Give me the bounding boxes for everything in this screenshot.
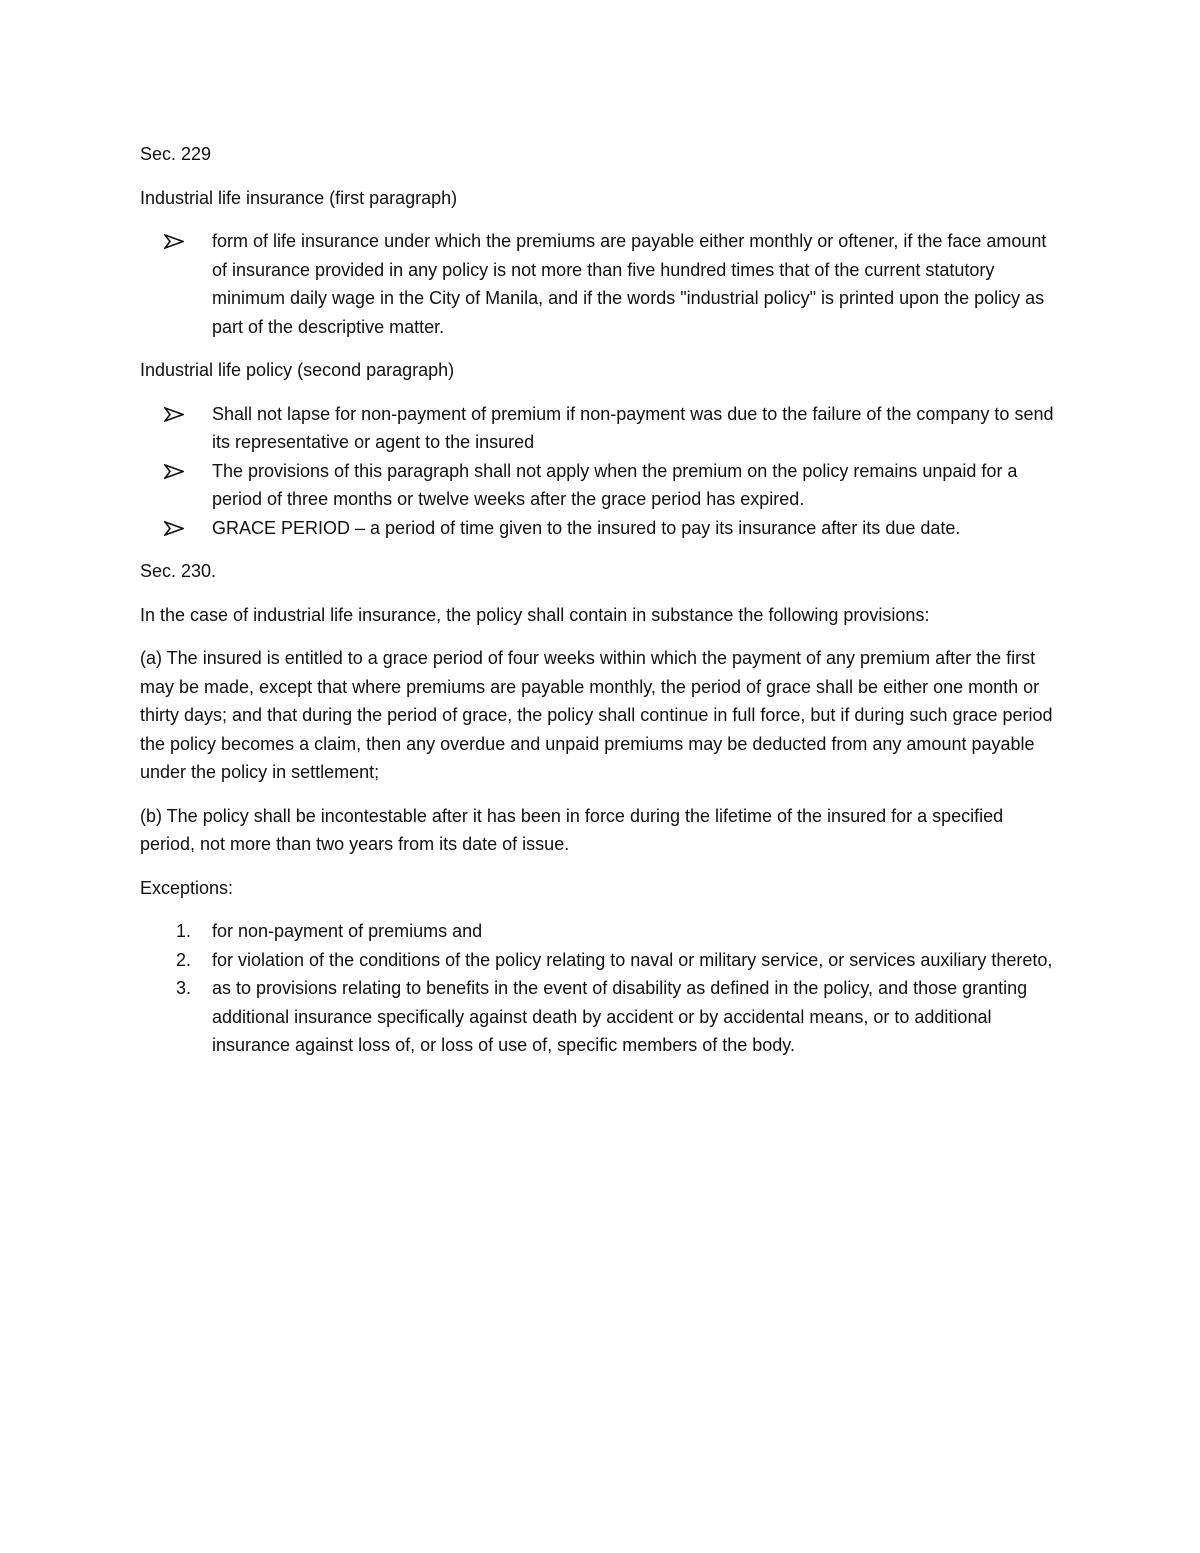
exceptions-title: Exceptions:: [140, 877, 234, 898]
provision-a-label: (a): [140, 648, 162, 668]
list-item-text: for violation of the conditions of the policy relating to naval or military service, or services auxiliary thereto,: [212, 949, 1053, 970]
bullet-text: Shall not lapse for non-payment of premium if non-payment was due to the failure of the company to send its representative or agent to the insured: [212, 403, 1054, 452]
arrowhead-bullet-icon: [164, 457, 186, 486]
provision-a: [140, 644, 1060, 787]
section-230-intro: In the case of industrial life insurance, the policy shall contain in substance the following provisions:: [140, 604, 930, 625]
arrowhead-bullet-icon: [164, 400, 186, 429]
bullet-text: The provisions of this paragraph shall not apply when the premium on the policy remains unpaid for a period of three months or twelve weeks after the grace period has expired.: [212, 460, 1018, 509]
bullet-text: GRACE PERIOD – a period of time given to the insured to pay its insurance after its due date.: [212, 517, 961, 538]
list-item: [140, 400, 1060, 457]
list-number: 2.: [176, 949, 192, 970]
list-item-text: as to provisions relating to benefits in the event of disability as defined in the policy, and those granting additional insurance specifically against death by accident or by accidental means, or to additional insurance against loss of, or loss of use of, specific members of the body.: [212, 978, 1028, 1055]
exceptions-list: [140, 917, 1060, 1060]
provision-b-text: The policy shall be incontestable after it has been in force during the lifetime of the insured for a specified period, not more than two years from its date of issue.: [140, 805, 1004, 854]
industrial-life-insurance-title: Industrial life insurance (first paragraph): [140, 187, 458, 208]
list-item: [140, 917, 1060, 946]
list-item-text: for non-payment of premiums and: [212, 921, 483, 941]
list-item: [140, 457, 1060, 514]
list-item: [140, 514, 1060, 543]
industrial-life-policy-bullets: [140, 400, 1060, 543]
list-number: 3.: [176, 978, 192, 998]
section-230-heading: Sec. 230.: [140, 561, 217, 581]
bullet-text: form of life insurance under which the premiums are payable either monthly or oftener, if the face amount of insurance provided in any policy is not more than five hundred times that of the current statutory minimum daily wage in the City of Manila, and if the words "industrial policy" is printed upon the policy as part of the descriptive matter.: [212, 231, 1047, 337]
list-item: [140, 227, 1060, 341]
provision-a-text: The insured is entitled to a grace period of four weeks within which the payment of any premium after the first may be made, except that where premiums are payable monthly, the period of grace shall be either one month or thirty days; and that during the period of grace, the policy shall continue in full force, but if during such grace period the policy becomes a claim, then any overdue and unpaid premiums may be deducted from any amount payable under the policy in settlement;: [140, 648, 1053, 782]
list-item: [140, 974, 1060, 1060]
list-item: [140, 946, 1060, 975]
industrial-life-policy-title: Industrial life policy (second paragraph): [140, 360, 455, 380]
list-number: 1.: [176, 921, 192, 941]
provision-b-label: (b): [140, 805, 162, 826]
industrial-life-insurance-bullets: [140, 227, 1060, 341]
arrowhead-bullet-icon: [164, 514, 186, 543]
section-229-heading: Sec. 229: [140, 144, 212, 164]
document-page: [140, 140, 1060, 1075]
arrowhead-bullet-icon: [164, 227, 186, 256]
provision-b: [140, 802, 1060, 859]
